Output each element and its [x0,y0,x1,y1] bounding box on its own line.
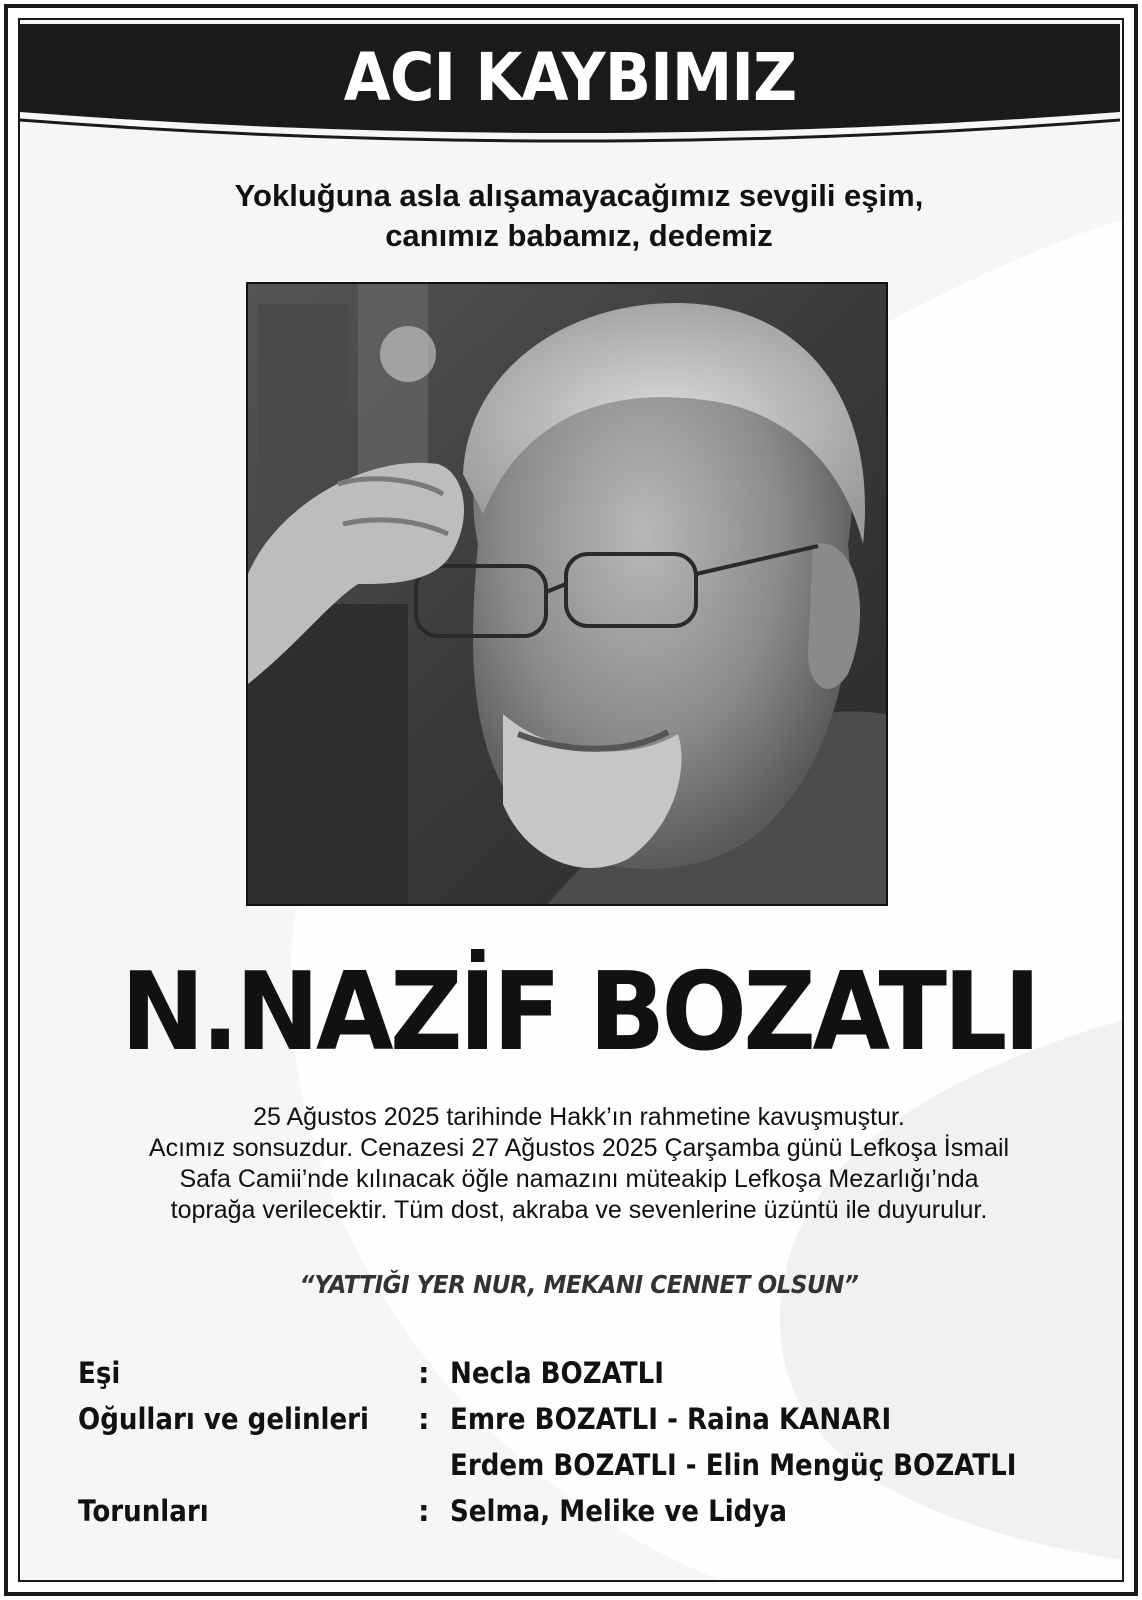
sons-line-1: Emre BOZATLI - Raina KANARI [450,1402,892,1436]
announcement-text [38,1102,1120,1226]
separator-colon: : [418,1494,430,1528]
spouse-label: Eşi [78,1356,121,1390]
family-row-grandchildren [78,1494,1118,1540]
separator-colon: : [418,1402,430,1436]
header-title: ACI KAYBIMIZ [343,39,797,116]
subtitle-line-1: Yokluğuna asla alışamayacağımız sevgili eşim, [234,178,924,213]
obituary-frame [4,4,1138,1596]
sons-line-2: Erdem BOZATLI - Elin Mengüç BOZATLI [450,1448,1017,1482]
family-list [78,1356,1118,1540]
family-row-sons-2 [78,1448,1118,1494]
subtitle [48,176,1110,256]
separator-colon: : [418,1356,430,1390]
grandchildren-label: Torunları [78,1494,209,1528]
deceased-name: N.NAZİF BOZATLI [120,950,1038,1075]
portrait-image [248,284,886,904]
spouse-name: Necla BOZATLI [450,1356,664,1390]
family-row-spouse [78,1356,1118,1402]
announcement-line-1: 25 Ağustos 2025 tarihinde Hakk’ın rahmetine kavuşmuştur. [253,1103,905,1131]
announcement-line-3: Safa Camii’nde kılınacak öğle namazını müteakip Lefkoşa Mezarlığı’nda [179,1165,979,1193]
prayer-quote: “YATTIĞI YER NUR, MEKANI CENNET OLSUN” [299,1270,859,1299]
portrait-photo [246,282,888,906]
announcement-line-4: toprağa verilecektir. Tüm dost, akraba ve sevenlerine üzüntü ile duyurulur. [170,1196,988,1224]
header-banner [20,24,1120,154]
announcement-line-2: Acımız sonsuzdur. Cenazesi 27 Ağustos 2025 Çarşamba günü Lefkoşa İsmail [148,1134,1010,1162]
subtitle-line-2: canımız babamız, dedemiz [385,218,773,253]
family-row-sons [78,1402,1118,1448]
grandchildren-names: Selma, Melike ve Lidya [450,1494,787,1528]
sons-label: Oğulları ve gelinleri [78,1402,369,1436]
